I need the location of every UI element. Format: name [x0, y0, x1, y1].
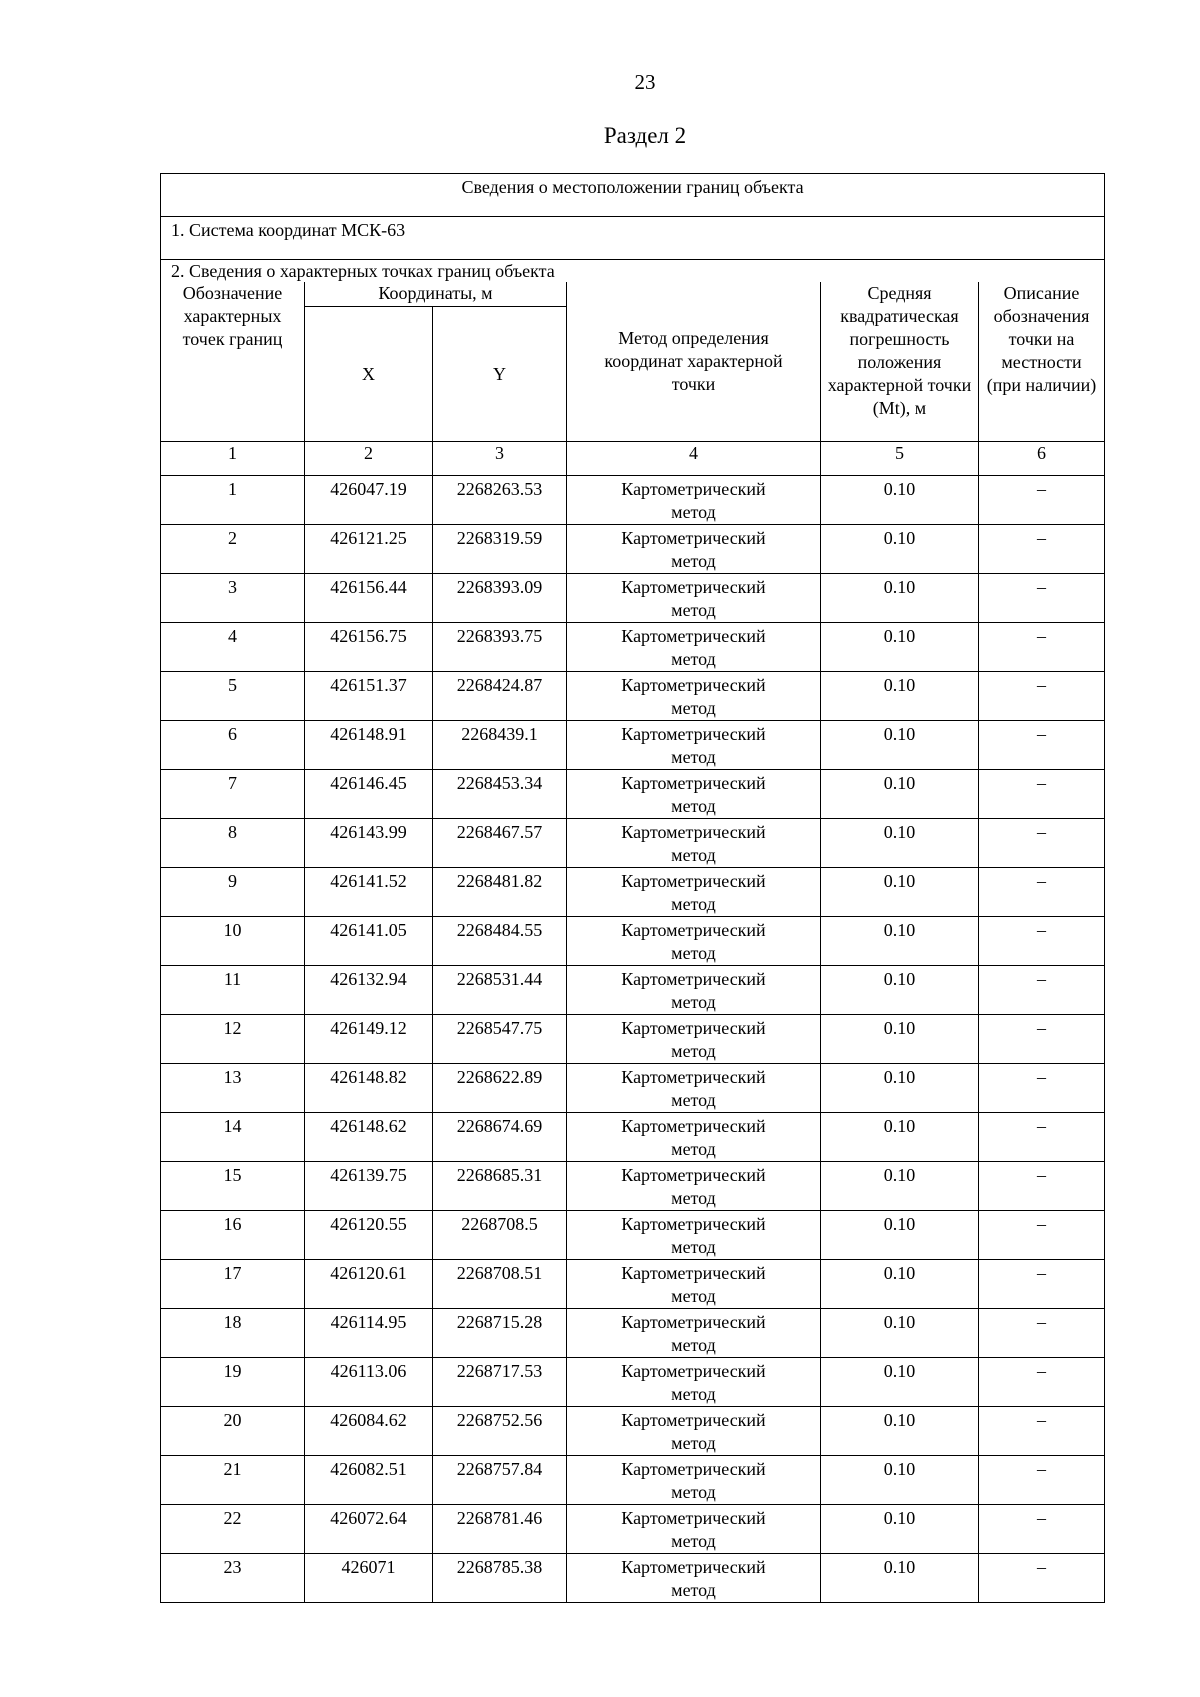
point-number: 9	[161, 868, 305, 917]
column-number: 5	[821, 442, 979, 476]
coord-y: 2268781.46	[433, 1505, 567, 1554]
table-title: Сведения о местоположении границ объекта	[161, 174, 1105, 217]
column-number: 6	[979, 442, 1105, 476]
method-cell: Картометрический метод	[567, 917, 821, 966]
table-row	[161, 672, 1105, 721]
error-cell: 0.10	[821, 476, 979, 525]
method-cell: Картометрический метод	[567, 868, 821, 917]
method-cell: Картометрический метод	[567, 476, 821, 525]
table-row	[161, 1505, 1105, 1554]
method-cell: Картометрический метод	[567, 1309, 821, 1358]
description-cell: –	[979, 1358, 1105, 1407]
method-cell: Картометрический метод	[567, 1113, 821, 1162]
error-cell: 0.10	[821, 1113, 979, 1162]
table-row	[161, 1309, 1105, 1358]
method-cell: Картометрический метод	[567, 1456, 821, 1505]
description-cell: –	[979, 721, 1105, 770]
table-row	[161, 917, 1105, 966]
description-cell: –	[979, 1407, 1105, 1456]
table-row	[161, 1113, 1105, 1162]
description-cell: –	[979, 819, 1105, 868]
method-cell: Картометрический метод	[567, 672, 821, 721]
coord-y: 2268531.44	[433, 966, 567, 1015]
coord-y: 2268757.84	[433, 1456, 567, 1505]
description-cell: –	[979, 868, 1105, 917]
coord-x: 426082.51	[305, 1456, 433, 1505]
description-cell: –	[979, 672, 1105, 721]
error-cell: 0.10	[821, 1407, 979, 1456]
method-cell: Картометрический метод	[567, 1554, 821, 1603]
point-number: 7	[161, 770, 305, 819]
header-error: Средняя квадратическая погрешность положения характерной точки (Mt), м	[821, 282, 979, 442]
point-number: 17	[161, 1260, 305, 1309]
table-row	[161, 1456, 1105, 1505]
table-row	[161, 1162, 1105, 1211]
description-cell: –	[979, 476, 1105, 525]
table-row	[161, 868, 1105, 917]
error-cell: 0.10	[821, 1554, 979, 1603]
coord-x: 426120.61	[305, 1260, 433, 1309]
method-cell: Картометрический метод	[567, 770, 821, 819]
description-cell: –	[979, 1554, 1105, 1603]
table-row	[161, 1260, 1105, 1309]
error-cell: 0.10	[821, 966, 979, 1015]
table-row	[161, 574, 1105, 623]
point-number: 20	[161, 1407, 305, 1456]
error-cell: 0.10	[821, 721, 979, 770]
error-cell: 0.10	[821, 623, 979, 672]
error-cell: 0.10	[821, 1260, 979, 1309]
coord-y: 2268393.75	[433, 623, 567, 672]
header-coordinates: Координаты, м	[305, 282, 567, 307]
column-number: 4	[567, 442, 821, 476]
coord-y: 2268622.89	[433, 1064, 567, 1113]
error-cell: 0.10	[821, 525, 979, 574]
description-cell: –	[979, 917, 1105, 966]
description-cell: –	[979, 1260, 1105, 1309]
point-number: 21	[161, 1456, 305, 1505]
method-cell: Картометрический метод	[567, 1505, 821, 1554]
column-number: 3	[433, 442, 567, 476]
error-cell: 0.10	[821, 1015, 979, 1064]
point-number: 11	[161, 966, 305, 1015]
table-row	[161, 819, 1105, 868]
coord-y: 2268547.75	[433, 1015, 567, 1064]
table-row	[161, 1211, 1105, 1260]
point-number: 6	[161, 721, 305, 770]
point-number: 4	[161, 623, 305, 672]
coord-x: 426141.52	[305, 868, 433, 917]
error-cell: 0.10	[821, 1064, 979, 1113]
point-number: 23	[161, 1554, 305, 1603]
point-number: 10	[161, 917, 305, 966]
table-row	[161, 1358, 1105, 1407]
description-cell: –	[979, 574, 1105, 623]
method-cell: Картометрический метод	[567, 1407, 821, 1456]
coord-y: 2268752.56	[433, 1407, 567, 1456]
coord-x: 426148.91	[305, 721, 433, 770]
error-cell: 0.10	[821, 917, 979, 966]
coord-y: 2268424.87	[433, 672, 567, 721]
header-x: X	[305, 307, 433, 442]
coord-y: 2268674.69	[433, 1113, 567, 1162]
coord-y: 2268708.5	[433, 1211, 567, 1260]
error-cell: 0.10	[821, 868, 979, 917]
header-method: Метод определения координат характерной точки	[567, 282, 821, 442]
coord-x: 426156.44	[305, 574, 433, 623]
table-row	[161, 1015, 1105, 1064]
coord-y: 2268717.53	[433, 1358, 567, 1407]
coord-x: 426114.95	[305, 1309, 433, 1358]
method-cell: Картометрический метод	[567, 525, 821, 574]
coord-y: 2268263.53	[433, 476, 567, 525]
error-cell: 0.10	[821, 1358, 979, 1407]
point-number: 15	[161, 1162, 305, 1211]
method-cell: Картометрический метод	[567, 574, 821, 623]
point-number: 1	[161, 476, 305, 525]
description-cell: –	[979, 1015, 1105, 1064]
description-cell: –	[979, 1309, 1105, 1358]
table-row	[161, 1554, 1105, 1603]
error-cell: 0.10	[821, 1505, 979, 1554]
description-cell: –	[979, 1113, 1105, 1162]
coord-x: 426132.94	[305, 966, 433, 1015]
table-row	[161, 525, 1105, 574]
error-cell: 0.10	[821, 574, 979, 623]
coord-y: 2268785.38	[433, 1554, 567, 1603]
coord-x: 426047.19	[305, 476, 433, 525]
method-cell: Картометрический метод	[567, 623, 821, 672]
boundary-points-table	[160, 173, 1105, 1603]
error-cell: 0.10	[821, 1162, 979, 1211]
method-cell: Картометрический метод	[567, 1211, 821, 1260]
description-cell: –	[979, 525, 1105, 574]
table-row	[161, 1064, 1105, 1113]
coord-x: 426120.55	[305, 1211, 433, 1260]
error-cell: 0.10	[821, 819, 979, 868]
method-cell: Картометрический метод	[567, 1015, 821, 1064]
description-cell: –	[979, 623, 1105, 672]
coord-x: 426141.05	[305, 917, 433, 966]
point-number: 12	[161, 1015, 305, 1064]
coord-x: 426149.12	[305, 1015, 433, 1064]
point-number: 5	[161, 672, 305, 721]
point-number: 14	[161, 1113, 305, 1162]
coord-x: 426071	[305, 1554, 433, 1603]
coord-x: 426151.37	[305, 672, 433, 721]
point-number: 13	[161, 1064, 305, 1113]
coord-y: 2268708.51	[433, 1260, 567, 1309]
point-number: 16	[161, 1211, 305, 1260]
coord-x: 426072.64	[305, 1505, 433, 1554]
coord-x: 426121.25	[305, 525, 433, 574]
description-cell: –	[979, 1456, 1105, 1505]
point-number: 19	[161, 1358, 305, 1407]
coord-y: 2268685.31	[433, 1162, 567, 1211]
coord-system: 1. Система координат МСК-63	[161, 217, 1105, 260]
coord-x: 426113.06	[305, 1358, 433, 1407]
description-cell: –	[979, 770, 1105, 819]
method-cell: Картометрический метод	[567, 1358, 821, 1407]
description-cell: –	[979, 1505, 1105, 1554]
coord-y: 2268467.57	[433, 819, 567, 868]
section-title: Раздел 2	[603, 123, 687, 148]
description-cell: –	[979, 1162, 1105, 1211]
method-cell: Картометрический метод	[567, 1162, 821, 1211]
point-number: 2	[161, 525, 305, 574]
table-row	[161, 770, 1105, 819]
coord-x: 426146.45	[305, 770, 433, 819]
error-cell: 0.10	[821, 672, 979, 721]
coord-y: 2268481.82	[433, 868, 567, 917]
coord-y: 2268439.1	[433, 721, 567, 770]
coord-x: 426143.99	[305, 819, 433, 868]
points-caption: 2. Сведения о характерных точках границ объекта	[161, 260, 1105, 283]
error-cell: 0.10	[821, 1309, 979, 1358]
description-cell: –	[979, 966, 1105, 1015]
method-cell: Картометрический метод	[567, 966, 821, 1015]
method-cell: Картометрический метод	[567, 819, 821, 868]
coord-y: 2268715.28	[433, 1309, 567, 1358]
error-cell: 0.10	[821, 770, 979, 819]
table-row	[161, 623, 1105, 672]
header-description: Описание обозначения точки на местности (при наличии)	[979, 282, 1105, 442]
point-number: 18	[161, 1309, 305, 1358]
coord-y: 2268319.59	[433, 525, 567, 574]
table-row	[161, 966, 1105, 1015]
coord-y: 2268484.55	[433, 917, 567, 966]
coord-y: 2268393.09	[433, 574, 567, 623]
point-number: 8	[161, 819, 305, 868]
error-cell: 0.10	[821, 1211, 979, 1260]
column-number: 1	[161, 442, 305, 476]
coord-x: 426148.82	[305, 1064, 433, 1113]
method-cell: Картометрический метод	[567, 1260, 821, 1309]
table-row	[161, 476, 1105, 525]
method-cell: Картометрический метод	[567, 1064, 821, 1113]
point-number: 3	[161, 574, 305, 623]
coord-y: 2268453.34	[433, 770, 567, 819]
coord-x: 426139.75	[305, 1162, 433, 1211]
error-cell: 0.10	[821, 1456, 979, 1505]
column-number: 2	[305, 442, 433, 476]
page-number: 23	[634, 70, 656, 94]
table-row	[161, 1407, 1105, 1456]
coord-x: 426084.62	[305, 1407, 433, 1456]
coord-x: 426148.62	[305, 1113, 433, 1162]
description-cell: –	[979, 1064, 1105, 1113]
method-cell: Картометрический метод	[567, 721, 821, 770]
header-y: Y	[433, 307, 567, 442]
table-row	[161, 721, 1105, 770]
point-number: 22	[161, 1505, 305, 1554]
coord-x: 426156.75	[305, 623, 433, 672]
header-designation: Обозначение характерных точек границ	[161, 282, 305, 442]
description-cell: –	[979, 1211, 1105, 1260]
